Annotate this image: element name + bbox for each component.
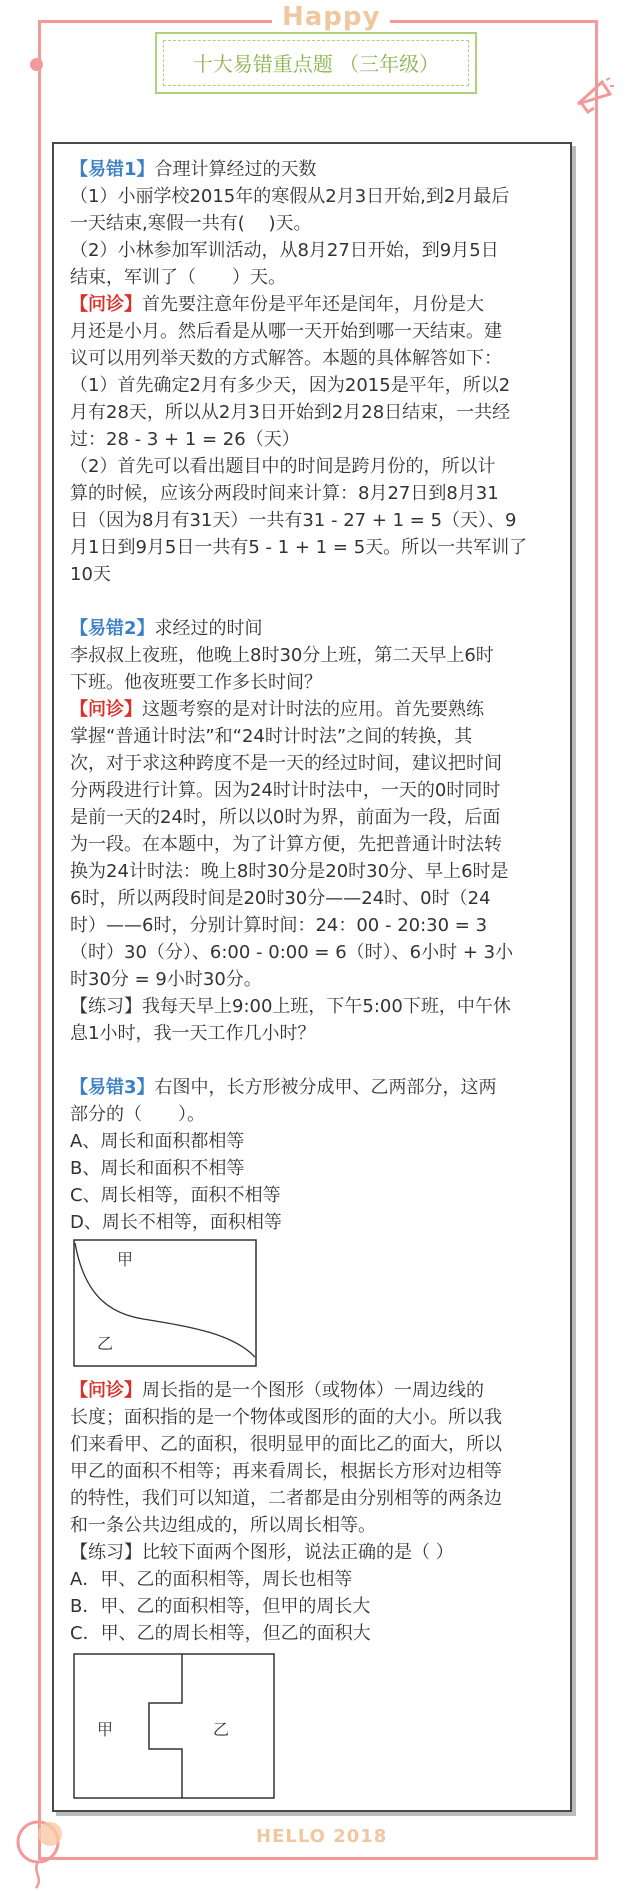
e2-d2: 掌握“普通计时法”和“24时计时法”之间的转换，其 (70, 726, 473, 747)
e1-q2b: 结束，军训了（ ）天。 (70, 267, 286, 288)
bottom-decor-word: HELLO 2018 (246, 1826, 397, 1847)
e2-p2: 息1小时，我一天工作几小时？ (70, 1023, 316, 1044)
figure-rectangle-step (73, 1653, 275, 1799)
e3-tag: 【易错3】 (70, 1077, 155, 1098)
e3-p1: 【练习】比较下面两个图形，说法正确的是（ ） (70, 1542, 454, 1563)
e2-d8: 6时，所以两段时间是20时30分——24时、0时（24 (70, 888, 491, 909)
e3-d2: 长度；面积指的是一个物体或图形的面的大小。所以我 (70, 1407, 502, 1428)
e2-heading (70, 615, 560, 642)
fig2-label-a: 甲 (97, 1720, 114, 1739)
e2-d1 (70, 696, 560, 723)
e3-q2: 部分的（ ）。 (70, 1104, 205, 1125)
e3-d5: 的特性，我们可以知道，二者都是由分别相等的两条边 (70, 1488, 502, 1509)
e1-d6: 过：28 - 3 + 1 = 26（天） (70, 429, 300, 450)
e1-d10: 月1日到9月5日一共有5 - 1 + 1 = 5天。所以一共军训了 (70, 537, 528, 558)
e2-title: 求经过的时间 (154, 618, 263, 639)
e1-d4: （1）首先确定2月有多少天，因为2015是平年，所以2 (70, 375, 511, 396)
e3-d6: 和一条公共边组成的，所以周长相等。 (70, 1515, 376, 1536)
e3-pC: C．甲、乙的周长相等，但乙的面积大 (70, 1623, 371, 1644)
fig2-divider (149, 1654, 182, 1798)
e1-q2a: （2）小林参加军训活动，从8月27日开始，到9月5日 (70, 240, 499, 261)
e3-d1-text: 周长指的是一个图形（或物体）一周边线的 (142, 1380, 484, 1401)
e1-d1-text: 首先要注意年份是平年还是闰年，月份是大 (142, 294, 484, 315)
e1-q1b: 一天结束,寒假一共有( )天。 (70, 213, 312, 234)
e1-d5: 月有28天，所以从2月3日开始到2月28日结束，一共经 (70, 402, 511, 423)
e2-d3: 次，对于求这种跨度不是一天的经过时间，建议把时间 (70, 753, 502, 774)
e3-diag-tag: 【问诊】 (70, 1380, 142, 1401)
e2-q1: 李叔叔上夜班，他晚上8时30分上班，第二天早上6时 (70, 645, 494, 666)
e2-d1-text: 这题考察的是对计时法的应用。首先要熟练 (142, 699, 484, 720)
frame-dot (30, 58, 43, 71)
e1-d1 (70, 291, 560, 318)
fig2-label-b: 乙 (213, 1720, 230, 1739)
e3-d3: 们来看甲、乙的面积，很明显甲的面比乙的面大，所以 (70, 1434, 502, 1455)
heading-box (155, 32, 477, 94)
e1-heading (70, 156, 560, 183)
e3-optA: A、周长和面积都相等 (70, 1131, 245, 1152)
e2-d10: （时）30（分）、6:00 - 0:00 = 6（时）、6小时 + 3小 (70, 942, 514, 963)
e3-pA: A．甲、乙的面积相等，周长也相等 (70, 1569, 353, 1590)
e2-d9: 时）——6时，分别计算时间：24：00 - 20:30 = 3 (70, 915, 488, 936)
fig1-label-b: 乙 (97, 1334, 114, 1353)
fig1-label-a: 甲 (117, 1250, 134, 1269)
e1-d9: 日（因为8月有31天）一共有31 - 27 + 1 = 5（天）、9 (70, 510, 517, 531)
e3-d4: 甲乙的面积不相等；再来看周长，根据长方形对边相等 (70, 1461, 502, 1482)
e2-d5: 是前一天的24时，所以以0时为界，前面为一段，后面 (70, 807, 501, 828)
e2-d6: 为一段。在本题中，为了计算方便，先把普通计时法转 (70, 834, 502, 855)
e3-optD: D、周长不相等，面积相等 (70, 1212, 282, 1233)
e3-q1: 右图中，长方形被分成甲、乙两部分，这两 (154, 1077, 497, 1098)
e2-d7: 换为24计时法：晚上8时30分是20时30分、早上6时是 (70, 861, 509, 882)
megaphone-icon (572, 74, 616, 118)
e2-d4: 分两段进行计算。因为24时计时法中，一天的0时同时 (70, 780, 501, 801)
e2-d11: 时30分 = 9小时30分。 (70, 969, 262, 990)
top-decor-word: Happy (272, 2, 390, 32)
e1-d7: （2）首先可以看出题目中的时间是跨月份的，所以计 (70, 456, 496, 477)
e3-optB: B、周长和面积不相等 (70, 1158, 245, 1179)
e1-title: 合理计算经过的天数 (154, 159, 317, 180)
e2-diag-tag: 【问诊】 (70, 699, 142, 720)
content-card (52, 142, 572, 1812)
e3-pB: B．甲、乙的面积相等，但甲的周长大 (70, 1596, 371, 1617)
e1-d8: 算的时候，应该分两段时间来计算：8月27日到8月31 (70, 483, 499, 504)
e1-q1a: （1）小丽学校2015年的寒假从2月3日开始,到2月最后 (70, 186, 510, 207)
e2-tag: 【易错2】 (70, 618, 155, 639)
e3-d1 (70, 1377, 560, 1404)
figure-rectangle-curve (73, 1239, 257, 1367)
e1-d3: 议可以用列举天数的方式解答。本题的具体解答如下： (70, 348, 502, 369)
e3-optC: C、周长相等，面积不相等 (70, 1185, 281, 1206)
balloon-icon (14, 1818, 74, 1890)
content-text (70, 156, 560, 1799)
e2-q2: 下班。他夜班要工作多长时间？ (70, 672, 322, 693)
e1-d11: 10天 (70, 564, 111, 585)
e2-p1: 【练习】我每天早上9:00上班，下午5:00下班，中午休 (70, 996, 511, 1017)
page-title: 十大易错重点题 （三年级） (192, 52, 440, 76)
e1-tag: 【易错1】 (70, 159, 155, 180)
e1-diag-tag: 【问诊】 (70, 294, 142, 315)
e1-d2: 月还是小月。然后看是从哪一天开始到哪一天结束。建 (70, 321, 502, 342)
e3-heading (70, 1074, 560, 1101)
